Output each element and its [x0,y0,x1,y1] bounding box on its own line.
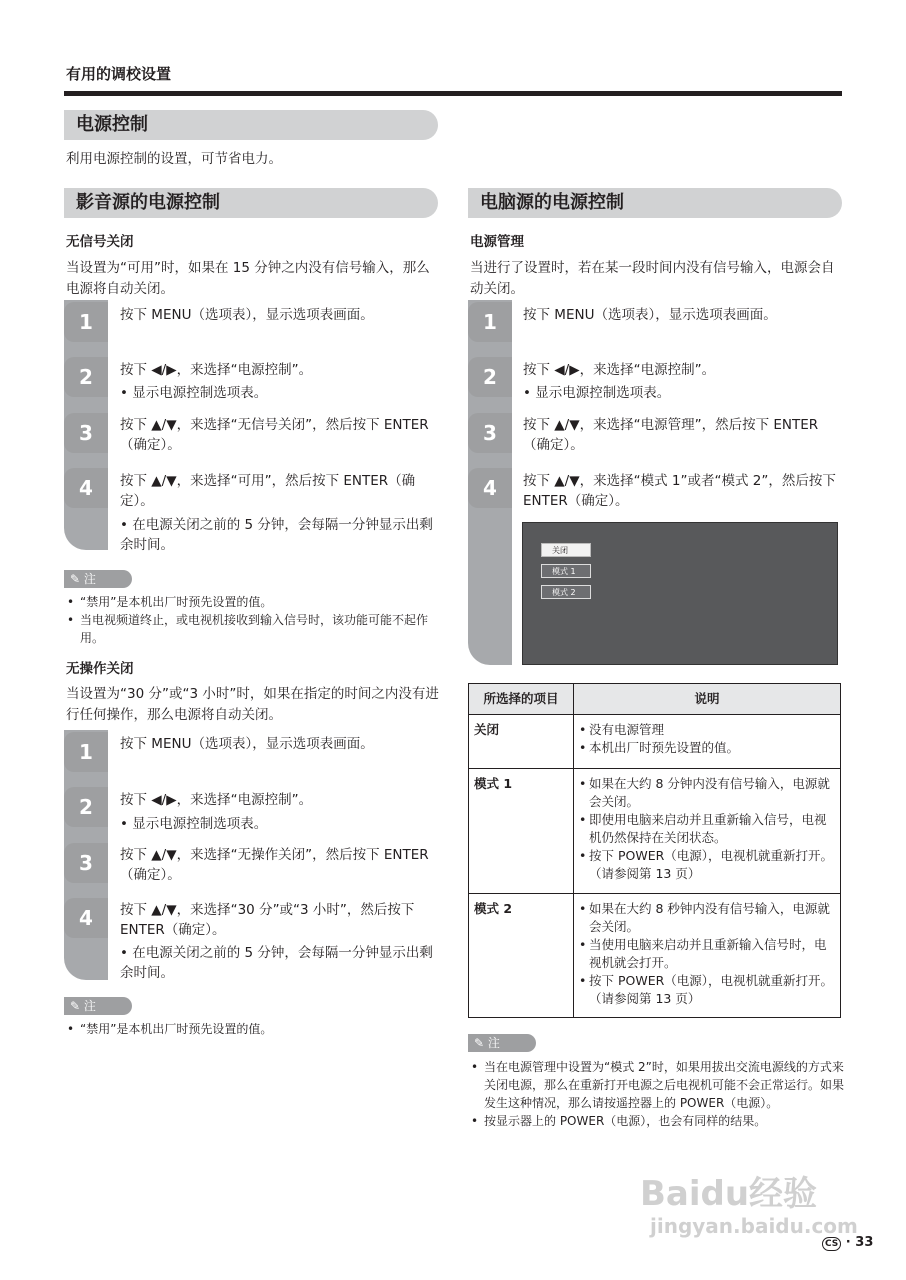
step-text: 按下 ◀/▶，来选择“电源控制”。 [120,362,313,378]
table-cell-item: 模式 1 [469,769,574,894]
step-text: 按下 MENU（选项表），显示选项表画面。 [523,307,777,323]
step-subtext: • 显示电源控制选项表。 [523,385,671,401]
av-power-control-title: 影音源的电源控制 [64,188,438,218]
table-cell-item: 模式 2 [469,894,574,1018]
note-icon: ✎ [474,1036,488,1050]
note-badge [64,997,132,1015]
note-item: • “禁用”是本机出厂时预先设置的值。 [64,593,442,611]
step-number: 2 [64,787,108,827]
note-badge [64,570,132,588]
note-label: 注 [487,1036,500,1050]
step-text: 按下 ▲/▼，来选择“无操作关闭”，然后按下 ENTER（确定）。 [120,847,429,883]
step-number: 2 [64,357,108,397]
power-mgmt-heading: 电源管理 [470,234,524,250]
table-cell-desc [574,894,841,1018]
step-subtext: • 在电源关闭之前的 5 分钟，会每隔一分钟显示出剩余时间。 [120,945,433,981]
step-number: 2 [468,357,512,397]
note-icon: ✎ [70,999,84,1013]
step-number: 1 [468,302,512,342]
desc-item: • 即使用电脑来启动并且重新输入信号，电视机仍然保持在关闭状态。 [579,811,835,847]
note-label: 注 [83,999,96,1013]
desc-item: • 本机出厂时预先设置的值。 [579,739,835,757]
table-row [469,769,841,894]
step-text: 按下 ▲/▼，来选择“模式 1”或者“模式 2”，然后按下 ENTER（确定）。 [523,473,836,509]
step-number: 3 [64,413,108,453]
step-text: 按下 ◀/▶，来选择“电源控制”。 [523,362,716,378]
power-control-title: 电源控制 [64,110,438,140]
no-operation-desc: 当设置为“30 分”或“3 小时”时，如果在指定的时间之内没有进行任何操作，那么电源将自动关闭。 [66,686,439,723]
no-operation-heading: 无操作关闭 [66,661,134,677]
desc-item: • 当使用电脑来启动并且重新输入信号时，电视机就会打开。 [579,936,835,972]
step-text: 按下 MENU（选项表），显示选项表画面。 [120,307,374,323]
table-header: 说明 [574,684,841,715]
table-cell-desc [574,769,841,894]
watermark-logo: Baidu经验 [640,1174,818,1214]
step-text: 按下 ▲/▼，来选择“无信号关闭”，然后按下 ENTER（确定）。 [120,417,429,453]
mode-table [468,683,841,1018]
power-control-intro: 利用电源控制的设置，可节省电力。 [66,151,282,167]
table-cell-desc [574,715,841,769]
step-subtext: • 显示电源控制选项表。 [120,816,268,832]
no-signal-heading: 无信号关闭 [66,234,134,250]
table-cell-item: 关闭 [469,715,574,769]
pc-notes [468,1058,844,1130]
desc-item: • 如果在大约 8 分钟内没有信号输入，电源就会关闭。 [579,775,835,811]
language-badge: CS [822,1237,841,1251]
note-item: • 当电视频道终止，或电视机接收到输入信号时，该功能可能不起作用。 [64,611,442,647]
step-text: 按下 ▲/▼，来选择“可用”，然后按下 ENTER（确定）。 [120,473,416,509]
step-text: 按下 ▲/▼，来选择“30 分”或“3 小时”，然后按下 ENTER（确定）。 [120,902,415,938]
note-icon: ✎ [70,572,84,586]
table-header: 所选择的项目 [469,684,574,715]
page-footer [822,1234,873,1253]
note-item: • 当在电源管理中设置为“模式 2”时，如果用拔出交流电源线的方式来关闭电源，那么在重新打开电源之后电视机可能不会正常运行。如果发生这种情况，那么请按遥控器上的 POWER（电源）。 [468,1058,844,1112]
desc-item: • 如果在大约 8 秒钟内没有信号输入，电源就会关闭。 [579,900,835,936]
step-number: 3 [64,843,108,883]
note-badge [468,1034,536,1052]
no-signal-desc: 当设置为“可用”时，如果在 15 分钟之内没有信号输入，那么电源将自动关闭。 [66,260,430,297]
menu-option-off[interactable]: 关闭 [541,543,591,557]
pc-power-control-title: 电脑源的电源控制 [468,188,842,218]
page-number: 33 [855,1235,874,1250]
table-row [469,894,841,1018]
step-text: 按下 MENU（选项表），显示选项表画面。 [120,736,374,752]
header-rule [64,91,842,96]
page-header-title: 有用的调校设置 [66,65,172,83]
table-row [469,715,841,769]
step-subtext: • 在电源关闭之前的 5 分钟，会每隔一分钟显示出剩余时间。 [120,517,433,553]
menu-option-mode2[interactable]: 模式 2 [541,585,591,599]
desc-item: • 没有电源管理 [579,721,835,739]
step-number: 3 [468,413,512,453]
power-mgmt-desc: 当进行了设置时，若在某一段时间内没有信号输入，电源会自动关闭。 [470,260,835,297]
desc-item: • 按下 POWER（电源），电视机就重新打开。（请参阅第 13 页） [579,972,835,1008]
no-operation-notes [64,1020,442,1038]
desc-item: • 按下 POWER（电源），电视机就重新打开。（请参阅第 13 页） [579,847,835,883]
menu-option-mode1[interactable]: 模式 1 [541,564,591,578]
step-text: 按下 ▲/▼，来选择“电源管理”，然后按下 ENTER（确定）。 [523,417,819,453]
step-number: 4 [64,898,108,938]
note-item: • “禁用”是本机出厂时预先设置的值。 [64,1020,442,1038]
note-label: 注 [83,572,96,586]
note-item: • 按显示器上的 POWER（电源），也会有同样的结果。 [468,1112,844,1130]
menu-screen [522,522,838,665]
no-signal-notes [64,593,442,647]
step-text: 按下 ◀/▶，来选择“电源控制”。 [120,792,313,808]
watermark-url: jingyan.baidu.com [650,1214,858,1238]
step-number: 1 [64,302,108,342]
step-number: 4 [468,468,512,508]
step-number: 4 [64,468,108,508]
step-subtext: • 显示电源控制选项表。 [120,385,268,401]
separator: · [845,1235,851,1250]
step-number: 1 [64,732,108,772]
